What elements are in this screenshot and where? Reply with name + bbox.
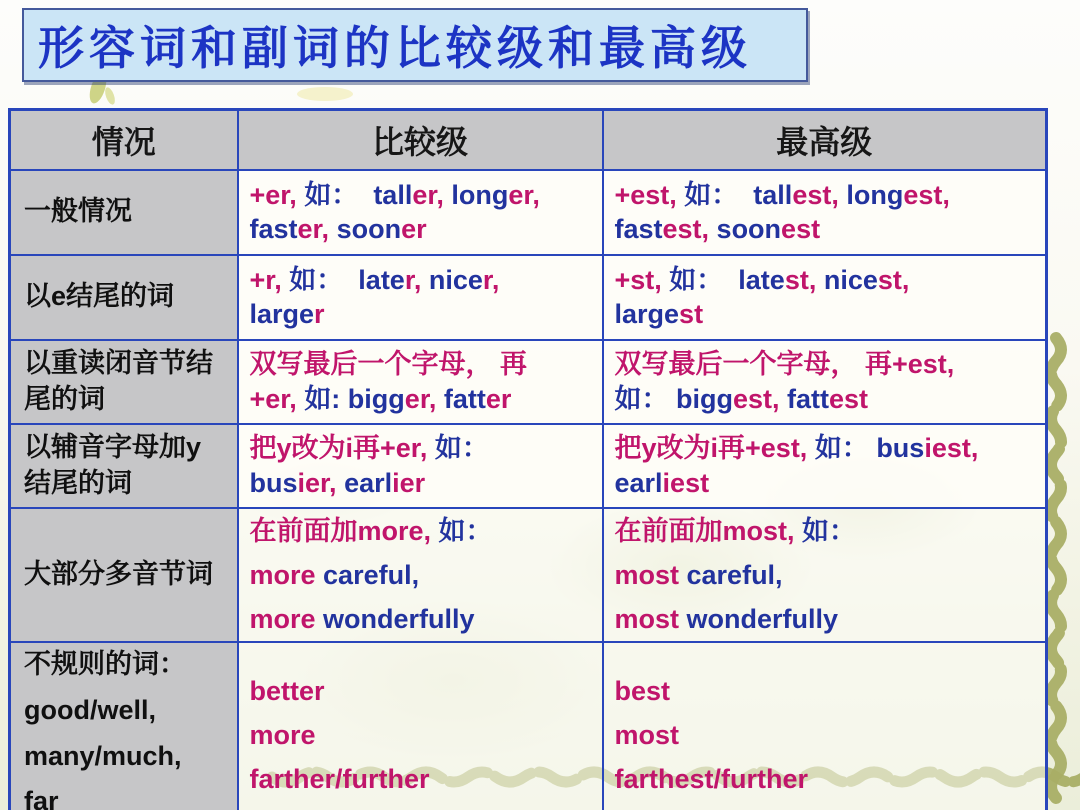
rule-text: more xyxy=(249,604,316,635)
example-text: 如： xyxy=(438,515,493,546)
cell-line xyxy=(250,674,594,708)
cell-line xyxy=(615,514,1038,548)
rule-text: ier xyxy=(392,467,426,498)
example-text: wonderfully xyxy=(315,604,475,635)
rule-text: 把y改为i再+est, xyxy=(614,433,815,464)
cell-line xyxy=(250,718,594,752)
cell-line xyxy=(250,466,594,500)
rule-text: est, xyxy=(662,214,710,244)
table-row xyxy=(10,340,1047,424)
rule-text: ier, xyxy=(297,467,337,498)
rule-text: r, xyxy=(404,264,422,295)
rule-text: more xyxy=(249,719,316,750)
example-text: 如： bigg xyxy=(614,383,733,414)
example-text: large xyxy=(614,299,680,329)
example-text: wonderfully xyxy=(679,604,839,635)
cell-line xyxy=(615,297,1038,331)
rule-text: most xyxy=(614,604,680,635)
rule-text: r xyxy=(314,299,325,329)
table-body xyxy=(10,170,1047,810)
cell-line xyxy=(615,762,1038,796)
superlative-cell xyxy=(603,508,1047,643)
example-text: 如: bigg xyxy=(304,383,405,414)
rule-text: est xyxy=(781,214,821,244)
cell-line xyxy=(250,762,594,796)
cell-line xyxy=(615,263,1038,297)
comparative-cell xyxy=(238,508,603,643)
cell-line xyxy=(250,382,594,416)
situation-cell xyxy=(10,508,238,643)
table-row xyxy=(10,508,1047,643)
comparative-cell xyxy=(238,642,603,810)
cell-line xyxy=(250,178,594,212)
rule-text: est, xyxy=(903,179,950,210)
example-text: careful, xyxy=(679,559,783,590)
situation-cell xyxy=(10,340,238,424)
comparative-cell xyxy=(238,340,603,424)
superlative-cell xyxy=(603,340,1047,424)
situation-line: 尾的词 xyxy=(24,383,105,414)
rule-text: er, xyxy=(508,179,540,210)
rule-text: +est, xyxy=(614,179,685,210)
situation-line: good/well, xyxy=(24,694,156,725)
situation-cell xyxy=(10,255,238,340)
comparative-cell xyxy=(238,424,603,508)
example-text: 如： tall xyxy=(684,179,793,210)
slide-title-box xyxy=(22,8,808,82)
example-text: bus xyxy=(249,467,298,498)
rule-text: er, xyxy=(412,179,444,210)
rule-text: more xyxy=(249,559,316,590)
rule-text: st, xyxy=(784,264,817,295)
example-text: 如： late xyxy=(289,264,405,295)
cell-line xyxy=(615,382,1038,416)
example-text: careful, xyxy=(315,559,420,590)
cell-line xyxy=(615,558,1038,592)
rule-text: iest, xyxy=(924,433,979,464)
superlative-cell xyxy=(603,170,1047,255)
rule-text: +st, xyxy=(614,264,670,295)
situation-line: 以辅音字母加y xyxy=(24,431,202,462)
rule-text: 在前面加more, xyxy=(249,515,439,546)
header-situation: 情况 xyxy=(10,110,238,170)
cell-line xyxy=(615,178,1038,212)
superlative-cell xyxy=(603,642,1047,810)
situation-line: many/much, xyxy=(24,740,182,771)
example-text: soon xyxy=(329,214,402,244)
example-text: earl xyxy=(336,467,393,498)
table-row xyxy=(10,424,1047,508)
example-text: 如： late xyxy=(669,264,785,295)
rule-text: best xyxy=(614,675,671,706)
cell-line xyxy=(250,514,594,548)
rule-text: st, xyxy=(877,264,910,295)
rule-text: st xyxy=(679,299,704,329)
situation-line: far xyxy=(24,786,59,810)
rule-text: er xyxy=(485,383,512,414)
example-text: fatt xyxy=(779,383,830,414)
example-text: large xyxy=(249,299,315,329)
cell-line xyxy=(615,674,1038,708)
situation-line: 以e结尾的词 xyxy=(24,281,175,312)
example-text: fast xyxy=(614,214,663,244)
example-text: fast xyxy=(249,214,298,244)
rule-text: 双写最后一个字母， 再 xyxy=(249,349,528,380)
example-text: fatt xyxy=(436,383,486,414)
example-text: long xyxy=(443,179,509,210)
rule-text: +r, xyxy=(249,264,290,295)
example-text: 如： xyxy=(802,515,857,546)
comparison-table xyxy=(8,108,1048,810)
example-text: 如： bus xyxy=(814,433,925,464)
rule-text: 双写最后一个字母， 再+est, xyxy=(614,349,955,380)
rule-text: most xyxy=(614,559,680,590)
superlative-cell xyxy=(603,424,1047,508)
cell-line xyxy=(615,466,1038,500)
rule-text: +er, xyxy=(249,179,305,210)
situation-cell xyxy=(10,642,238,810)
cell-line xyxy=(615,347,1038,381)
cell-line xyxy=(250,263,594,297)
rule-text: est, xyxy=(792,179,839,210)
rule-text: 在前面加most, xyxy=(614,515,803,546)
example-text: long xyxy=(838,179,904,210)
rule-text: er, xyxy=(404,383,437,414)
cell-line xyxy=(615,602,1038,636)
cell-line xyxy=(250,558,594,592)
cell-line xyxy=(250,347,594,381)
cell-line xyxy=(250,431,594,465)
example-text: nice xyxy=(816,264,878,295)
vertical-squiggle-decoration xyxy=(1051,338,1061,798)
header-row xyxy=(10,110,1047,170)
cell-line xyxy=(615,212,1038,246)
comparative-cell xyxy=(238,170,603,255)
comparative-cell xyxy=(238,255,603,340)
rule-text: er, xyxy=(297,214,330,244)
situation-line: 一般情况 xyxy=(24,196,132,227)
cell-line xyxy=(615,718,1038,752)
rule-text: est, xyxy=(732,383,780,414)
situation-line: 大部分多音节词 xyxy=(24,559,213,590)
example-text: 如： xyxy=(434,433,489,464)
rule-text: er xyxy=(401,214,427,244)
rule-text: +er, xyxy=(249,383,305,414)
slide-title: 形容词和副词的比较级和最高级 xyxy=(38,22,752,74)
situation-line: 以重读闭音节结 xyxy=(24,347,213,378)
table-row xyxy=(10,170,1047,255)
cell-line xyxy=(250,602,594,636)
cell-line xyxy=(250,212,594,246)
situation-cell xyxy=(10,424,238,508)
rule-text: most xyxy=(614,719,680,750)
superlative-cell xyxy=(603,255,1047,340)
rule-text: farthest/further xyxy=(614,764,809,795)
cell-line xyxy=(250,297,594,331)
header-comparative: 比较级 xyxy=(238,110,603,170)
rule-text: farther/further xyxy=(249,764,430,795)
rule-text: better xyxy=(249,675,325,706)
example-text: nice xyxy=(421,264,483,295)
header-superlative: 最高级 xyxy=(603,110,1047,170)
table-row xyxy=(10,255,1047,340)
situation-line: 不规则的词： xyxy=(24,649,186,680)
example-text: 如： tall xyxy=(304,179,413,210)
example-text: soon xyxy=(709,214,782,244)
rule-text: est xyxy=(829,383,869,414)
cell-line xyxy=(615,431,1038,465)
rule-text: r, xyxy=(482,264,500,295)
table-row xyxy=(10,642,1047,810)
situation-line: 结尾的词 xyxy=(24,467,132,498)
situation-cell xyxy=(10,170,238,255)
example-text: earl xyxy=(614,467,663,498)
rule-text: 把y改为i再+er, xyxy=(249,433,435,464)
rule-text: iest xyxy=(662,467,710,498)
